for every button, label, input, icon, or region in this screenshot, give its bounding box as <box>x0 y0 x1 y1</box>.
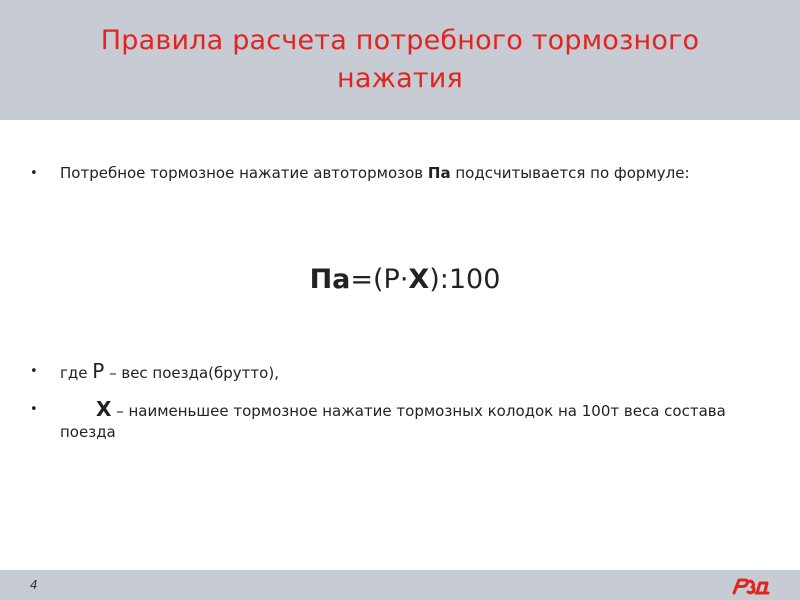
bullet-var-p: Р <box>92 359 105 383</box>
formula <box>0 263 800 297</box>
bullet-var-x: Х <box>96 397 112 421</box>
bullet-definition-p <box>60 361 760 384</box>
slide-title: Правила расчета потребного тормозного нажатия <box>100 25 700 94</box>
formula-var-pa: Па <box>309 264 351 295</box>
formula-part: =(Р· <box>350 264 409 295</box>
page-number: 4 <box>30 578 38 592</box>
formula-var-x: Х <box>408 264 430 295</box>
bullet-text: – вес поезда(брутто), <box>104 364 279 382</box>
bullet-term-pa: Па <box>427 164 451 182</box>
title-band <box>0 0 800 120</box>
slide-content <box>0 120 800 570</box>
bullet-text: подсчитывается по формуле: <box>450 164 690 182</box>
bullet-text: Потребное тормозное нажатие автотормозов <box>60 164 428 182</box>
footer-band <box>0 570 800 600</box>
bullet-text: где <box>60 364 93 382</box>
bullet-definition-x <box>60 399 760 443</box>
bullet-formula-intro <box>60 163 760 184</box>
rzd-logo-icon <box>730 574 772 596</box>
formula-part: ):100 <box>429 264 501 295</box>
bullet-text: – наименьшее тормозное нажатие тормозных колодок на 100т веса состава поезда <box>60 402 726 441</box>
